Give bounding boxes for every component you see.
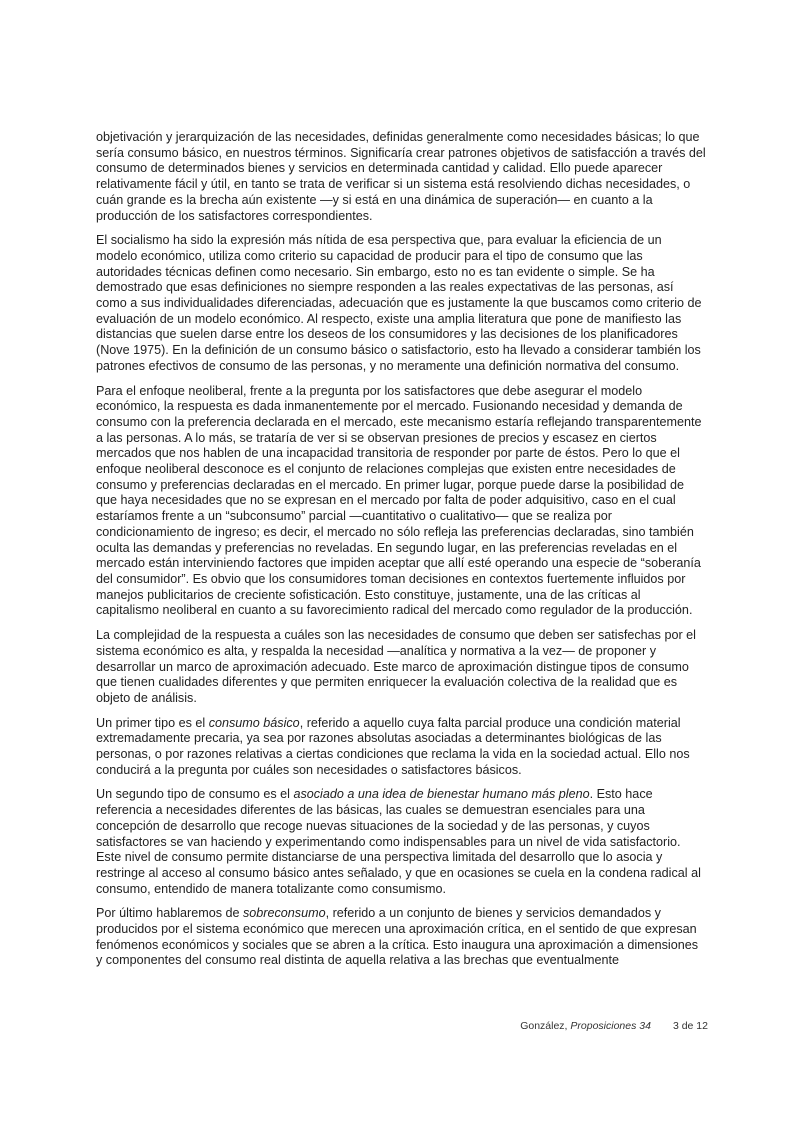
paragraph (96, 384, 706, 620)
text-run: La complejidad de la respuesta a cuáles son las necesidades de consumo que deben ser satisfechas por el sistema económico es alta, y respalda la necesidad —analítica y normativa a la vez— de proponer y desarrollar un marco de aproximación adecuado. Este marco de aproximación distingue tipos de consumo que tienen cualidades diferentes y que permiten enriquecer la evaluación colectiva de la realidad que es objeto de análisis. (96, 628, 696, 705)
text-run: . Esto hace referencia a necesidades diferentes de las básicas, las cuales se demuestran esenciales para una concepción de desarrollo que recoge nuevas situaciones de la sociedad y de las personas, y cuyos satisfactores se van haciendo y experimentando como indispensables para un nivel de vida satisfactorio. Este nivel de consumo permite distanciarse de una perspectiva limitada del desarrollo que lo asocia y restringe al acceso al consumo básico antes señalado, y que en ocasiones se cuela en la condena radical al consumo, entendido de manera totalizante como consumismo. (96, 787, 701, 896)
paragraph (96, 628, 706, 707)
text-run: Un primer tipo es el (96, 715, 209, 730)
text-run: , referido a un conjunto de bienes y servicios demandados y producidos por el sistema económico que merecen una aproximación crítica, en el sentido de que expresan fenómenos económicos y sociales que se abren a la crítica. Esto inaugura una aproximación a dimensiones y componentes del consumo real distinta de aquella relativa a las brechas que eventualmente (96, 906, 699, 968)
footer-author: González, (520, 1020, 571, 1032)
body-text (96, 130, 706, 978)
text-run: Para el enfoque neoliberal, frente a la pregunta por los satisfactores que debe asegurar el modelo económico, la respuesta es dada inmanentemente por el mercado. Fusionando necesidad y demanda de consumo con la preferencia declarada en el mercado, este mecanismo estaría reflejando transparentemente a las personas. A lo más, se trataría de ver si se observan presiones de precios y escasez en ciertos mercados que nos hablen de una incapacidad transitoria de responder por parte de éstos. Pero lo que el enfoque neoliberal desconoce es el conjunto de relaciones complejas que existen entre necesidades de consumo y preferencias declaradas en el mercado. En primer lugar, porque puede darse la posibilidad de que haya necesidades que no se expresan en el mercado por falta de poder adquisitivo, caso en el cual estaríamos frente a un “subconsumo” parcial —cuantitativo o cualitativo— que se realiza por condicionamiento de ingreso; es decir, el mercado no sólo refleja las preferencias declaradas, sino también oculta las demandas y preferencias no reveladas. En segundo lugar, en las preferencias reveladas en el mercado están interviniendo factores que impiden aceptar que allí esté operando una especie de “soberanía del consumidor”. Es obvio que los consumidores toman decisiones en contextos fuertemente influidos por manejos publicitarios de creciente sofisticación. Esto constituye, justamente, una de las críticas al capitalismo neoliberal en cuanto a su favorecimiento radical del mercado como regulador de la producción. (96, 383, 702, 618)
text-run: Por último hablaremos de (96, 906, 243, 921)
page-number: 3 de 12 (672, 1020, 708, 1032)
page-footer (96, 1020, 708, 1032)
text-run: Un segundo tipo de consumo es el (96, 787, 294, 802)
text-run: El socialismo ha sido la expresión más nítida de esa perspectiva que, para evaluar la eficiencia de un modelo económico, utiliza como criterio su capacidad de producir para el tipo de consumo que las autoridades técnicas definen como necesario. Sin embargo, esto no es tan evidente o simple. Se ha demostrado que esas definiciones no siempre responden a las reales expectativas de las personas, así como a sus individualidades diferenciadas, adecuación que es justamente la que buscamos como criterio de evaluación de un modelo económico. Al respecto, existe una amplia literatura que pone de manifiesto las distancias que suelen darse entre los deseos de los consumidores y las decisiones de los planificadores (Nove 1975). En la definición de un consumo básico o satisfactorio, esto ha llevado a considerar también los patrones efectivos de consumo de las personas, y no meramente una definición normativa del consumo. (96, 233, 702, 373)
italic-term: consumo básico (208, 715, 300, 730)
paragraph (96, 906, 706, 969)
text-run: objetivación y jerarquización de las necesidades, definidas generalmente como necesidades básicas; lo que sería consumo básico, en nuestros términos. Significaría crear patrones objetivos de satisfacción a través del consumo de determinados bienes y servicios en determinada cantidad y calidad. Ello puede aparecer relativamente fácil y útil, en tanto se trata de verificar si un sistema está resolviendo dichas necesidades, o cuán grande es la brecha aún existente —y si está en una dinámica de superación— en cuanto a la producción de los satisfactores correspondientes. (96, 130, 706, 223)
italic-term: asociado a una idea de bienestar humano más pleno (293, 787, 590, 802)
footer-journal: Proposiciones 34 (570, 1020, 651, 1032)
text-run: , referido a aquello cuya falta parcial produce una condición material extremadamente precaria, ya sea por razones absolutas asociadas a determinantes biológicas de las personas, o por razones relativas a ciertas condiciones que reclama la vida en la sociedad actual. Ello nos conducirá a la pregunta por cuáles son necesidades o satisfactores básicos. (96, 715, 690, 777)
paragraph (96, 130, 706, 224)
paragraph (96, 233, 706, 374)
paragraph (96, 716, 706, 779)
paragraph (96, 787, 706, 897)
italic-term: sobreconsumo (243, 906, 326, 921)
